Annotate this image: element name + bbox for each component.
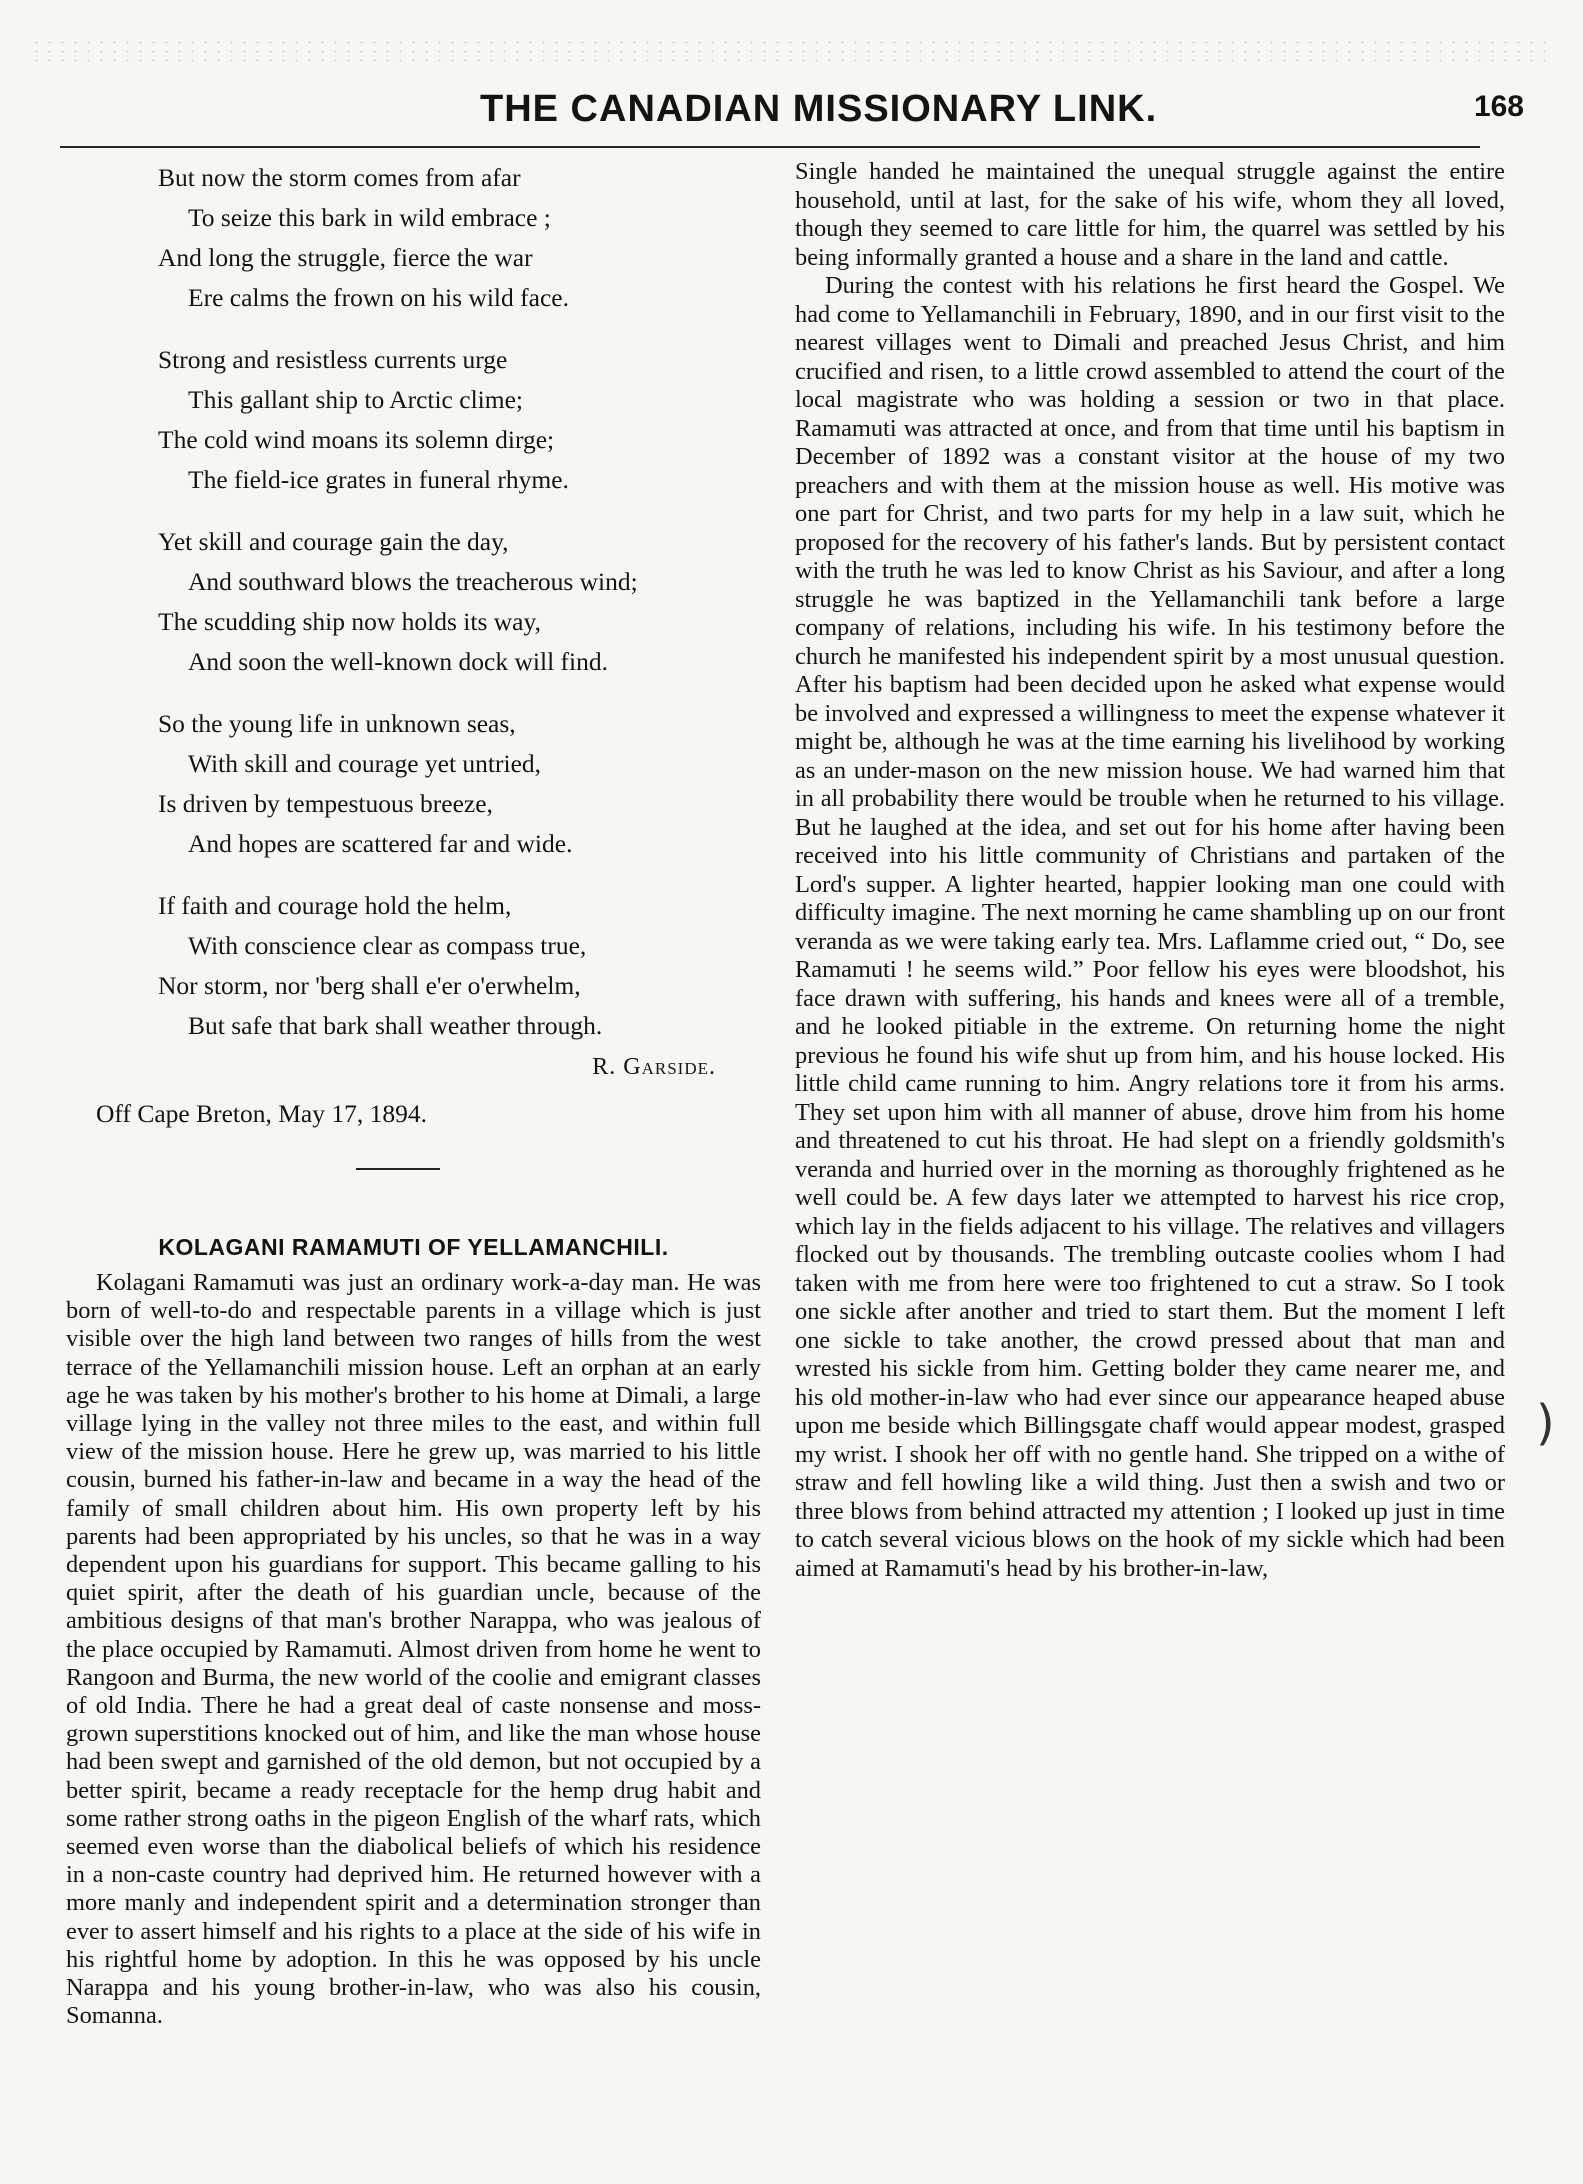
poem-line: If faith and courage hold the helm, [158,891,512,920]
section-divider [356,1168,440,1170]
poem-line: Is driven by tempestuous breeze, [158,789,493,818]
poem-line: The scudding ship now holds its way, [158,607,541,636]
poem-line: And long the struggle, fierce the war [158,243,533,272]
poem-line: With conscience clear as compass true, [188,931,587,960]
header-rule [60,146,1480,148]
poem-line: And hopes are scattered far and wide. [188,829,573,858]
poem-dateline: Off Cape Breton, May 17, 1894. [96,1099,427,1128]
scan-noise [30,38,1550,68]
poem-attribution: R. Garside. [592,1054,716,1080]
pencil-mark: ) [1536,1395,1555,1451]
poem-line: To seize this bark in wild embrace ; [188,203,551,232]
article-headline: KOLAGANI RAMAMUTI OF YELLAMANCHILI. [158,1234,669,1260]
poem-stanza [158,886,758,1046]
poem-line: But safe that bark shall weather through. [188,1011,603,1040]
right-column [795,158,1505,2124]
poem-line: Ere calms the frown on his wild face. [188,283,569,312]
left-column [66,158,761,2124]
poem [158,158,758,1084]
poem-line: And soon the well-known dock will find. [188,647,608,676]
poem-line: Yet skill and courage gain the day, [158,527,509,556]
poem-line: Nor storm, nor 'berg shall e'er o'erwhelm, [158,971,581,1000]
poem-stanza [158,158,758,318]
poem-line: The cold wind moans its solemn dirge; [158,425,555,454]
poem-line: With skill and courage yet untried, [188,749,542,778]
poem-line: The field-ice grates in funeral rhyme. [188,465,569,494]
poem-line: But now the storm comes from afar [158,163,521,192]
article-paragraph: During the contest with his relations he first heard the Gospel. We had come to Yellamanchili in February, 1890, and in our first visit to the nearest villages went to Dimali and preached Jesus Christ, and him crucified and risen, to a little crowd assembled to attend the court of the local magistrate who was holding a session or two in that place. Ramamuti was attracted at once, and from that time until his baptism in December of 1892 was a constant visitor at the house of my two preachers and with them at the mission house as well. His motive was one part for Christ, and two parts for my help in a law suit, which he proposed for the recovery of his father's lands. But by persistent contact with the truth he was led to know Christ as his Saviour, and after a long struggle he was baptized in the Yellamanchili tank before a large company of relations, including his wife. In his testimony before the church he manifested his independent spirit by a most unusual question. After his baptism had been decided upon he asked what expense would be involved and expressed a willingness to meet the expense whatever it might be, although he was at the time earning his livelihood by working as an under-mason on the new mission house. We had warned him that in all probability there would be trouble when he returned to his village. But he laughed at the idea, and set out for his home after having been received into his little community of Christians and partaken of the Lord's supper. A lighter hearted, happier looking man one could with difficulty imagine. The next morning he came shambling up on our front veranda as we were taking early tea. Mrs. Laflamme cried out, “ Do, see Ramamuti ! he seems wild.” Poor fellow his eyes were bloodshot, his face drawn with suffering, his hands and knees were all of a tremble, and he looked pitiable in the extreme. On returning home the night previous he found his wife shut up from him, and his house locked. His little child came running to him. Angry relations tore it from his arms. They set upon him with all manner of abuse, drove him from his home and threatened to cut his throat. He had slept on a friendly goldsmith's veranda and hurried over in the morning as thoroughly frightened as he well could be. A few days later we attempted to harvest his rice crop, which lay in the fields adjacent to his village. The relatives and villagers flocked out by thousands. The trembling outcaste coolies whom I had taken with me from here were too frightened to cut a straw. So I took one sickle after another and tried to start them. But the moment I left one sickle to take another, the crowd pressed about that man and wrested his sickle from him. Getting bolder they came nearer me, and his old mother-in-law who had ever since our appearance heaped abuse upon me beside which Billingsgate chaff would appear modest, grasped my wrist. I shook her off with no gentle hand. She tripped on a withe of straw and fell howling like a wild thing. Just then a swish and two or three blows from behind attracted my attention ; I looked up just in time to catch several vicious blows on the hook of my sickle which had been aimed at Ramamuti's head by his brother-in-law, [795,272,1505,1582]
poem-line: So the young life in unknown seas, [158,709,516,738]
poem-line: Strong and resistless currents urge [158,345,508,374]
page-header [60,88,1540,148]
running-title: THE CANADIAN MISSIONARY LINK. [480,88,1158,130]
poem-stanzas [158,158,758,1046]
poem-stanza [158,522,758,682]
article-paragraph: Single handed he maintained the unequal struggle against the entire household, until at last, for the sake of his wife, whom they all loved, though they seemed to care little for him, the quarrel was settled by his being informally granted a house and a share in the land and cattle. [795,158,1505,271]
article-paragraph: Kolagani Ramamuti was just an ordinary work-a-day man. He was born of well-to-do and respectable parents in a village which is just visible over the high land between two ranges of hills from the west terrace of the Yellamanchili mission house. Left an orphan at an early age he was taken by his mother's brother to his home at Dimali, a large village lying in the valley not three miles to the east, and within full view of the mission house. Here he grew up, was married to his little cousin, burned his father-in-law and became in a way the head of the family of small children about him. His own property left by his parents had been appropriated by his uncles, so that he was in a way dependent upon his guardians for support. This became galling to his quiet spirit, after the death of his guardian uncle, because of the ambitious designs of that man's brother Narappa, who was jealous of the place occupied by Ramamuti. Almost driven from home he went to Rangoon and Burma, the new world of the coolie and emigrant classes of old India. There he had a great deal of caste nonsense and moss-grown superstitions knocked out of him, and like the man whose house had been swept and garnished of the old demon, but not occupied by a better spirit, became a ready receptacle for the hemp drug habit and some rather strong oaths in the pigeon English of the wharf rats, which seemed even worse than the diabolical beliefs of which his residence in a non-caste country had deprived him. He returned however with a more manly and independent spirit and a determination stronger than ever to assert himself and his rights to a place at the side of his wife in his rightful home by adoption. In this he was opposed by his uncle Narappa and his young brother-in-law, who was also his cousin, Somanna. [66,1269,761,2030]
poem-line: This gallant ship to Arctic clime; [188,385,523,414]
poem-stanza [158,340,758,500]
page-number: 168 [1473,90,1524,123]
poem-stanza [158,704,758,864]
poem-line: And southward blows the treacherous wind; [188,567,638,596]
